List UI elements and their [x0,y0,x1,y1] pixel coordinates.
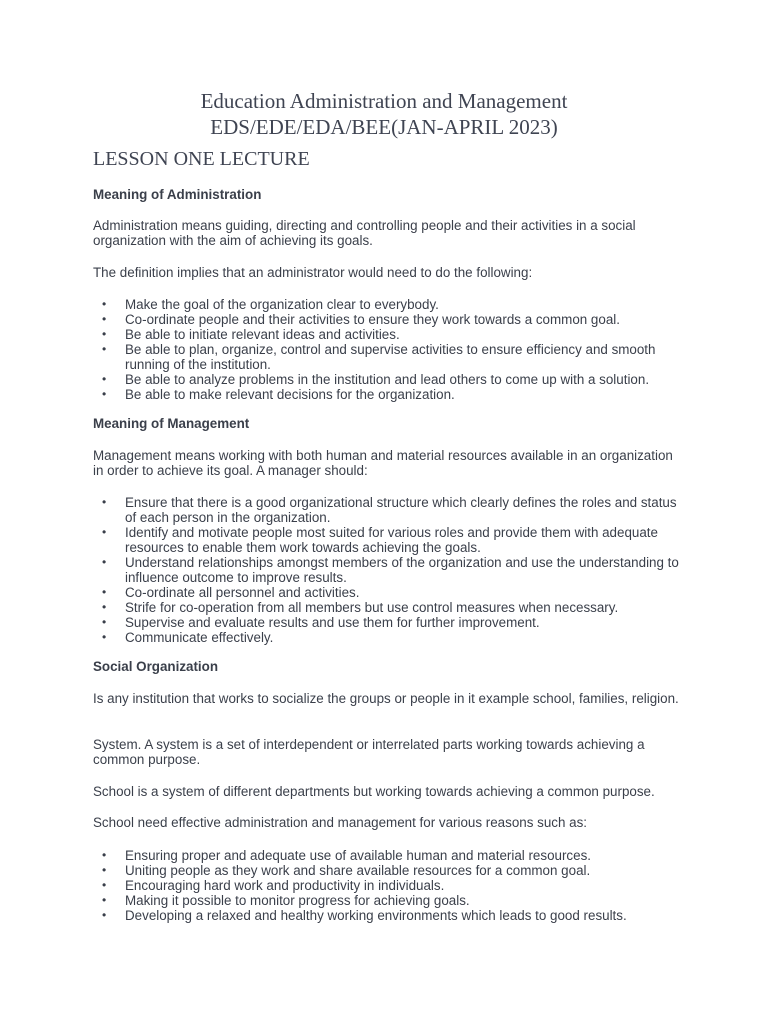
administration-paragraph: The definition implies that an administrator would need to do the following: [93,265,533,280]
list-item: • Ensuring proper and adequate use of available human and material resources. [93,848,683,863]
list-item: • Be able to make relevant decisions for the organization. [93,387,683,402]
list-item: • Uniting people as they work and share available resources for a common goal. [93,863,683,878]
system-paragraph: System. A system is a set of interdependent or interrelated parts working towards achieving a common purpose. [93,737,645,767]
list-item: • Co-ordinate people and their activities to ensure they work towards a common goal. [93,312,683,327]
list-item: • Ensure that there is a good organizational structure which clearly defines the roles and status of each person in the organization. [93,495,683,525]
list-item: • Supervise and evaluate results and use them for further improvement. [93,615,683,630]
list-item: • Understand relationships amongst members of the organization and use the understanding to influence outcome to improve results. [93,555,683,585]
management-heading: Meaning of Management [93,416,250,431]
school-system-paragraph: School is a system of different departments but working towards achieving a common purpose. [93,784,655,799]
list-item: • Strife for co-operation from all members but use control measures when necessary. [93,600,683,615]
administration-heading: Meaning of Administration [93,187,262,202]
list-item: • Make the goal of the organization clear to everybody. [93,297,683,312]
list-item: • Making it possible to monitor progress for achieving goals. [93,893,683,908]
list-item: • Developing a relaxed and healthy working environments which leads to good results. [93,908,683,923]
list-item: • Be able to initiate relevant ideas and activities. [93,327,683,342]
list-item: • Be able to analyze problems in the institution and lead others to come up with a solution. [93,372,683,387]
document-title-line1: Education Administration and Management [200,89,568,113]
school-needs-paragraph: School need effective administration and management for various reasons such as: [93,815,588,830]
social-organization-paragraph: Is any institution that works to socialize the groups or people in it example school, families, religion. [93,691,679,706]
list-item: • Co-ordinate all personnel and activities. [93,585,683,600]
social-organization-heading: Social Organization [93,659,219,674]
document-title-line2: EDS/EDE/EDA/BEE(JAN-APRIL 2023) [210,115,558,139]
management-bullet-list [93,495,683,645]
list-item: • Communicate effectively. [93,630,683,645]
management-paragraph: Management means working with both human and material resources available in an organization in order to achieve its goal. A manager should: [93,448,673,478]
school-reasons-bullet-list [93,848,683,923]
lesson-title: LESSON ONE LECTURE [93,148,310,170]
list-item: • Encouraging hard work and productivity in individuals. [93,878,683,893]
list-item: • Be able to plan, organize, control and supervise activities to ensure efficiency and smooth running of the institution. [93,342,683,372]
administration-paragraph: Administration means guiding, directing and controlling people and their activities in a social organization with the aim of achieving its goals. [93,218,636,248]
list-item: • Identify and motivate people most suited for various roles and provide them with adequate resources to enable them work towards achieving the goals. [93,525,683,555]
administration-bullet-list [93,297,683,402]
